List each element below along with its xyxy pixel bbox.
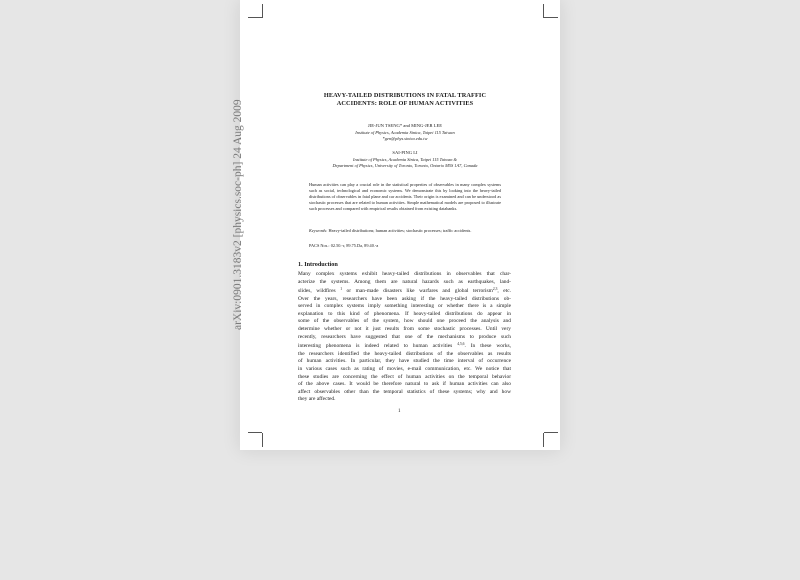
crop-mark	[248, 17, 262, 18]
text-line: in various cases such as rating of movies, e-mail communication, etc. We notice that	[298, 365, 511, 372]
text-line: of the above cases. It would be therefore natural to ask if human activities can also	[298, 381, 511, 388]
arxiv-stamp-wrapper	[232, 99, 256, 580]
text-line: Over the years, researchers have been asking if the heavy-tailed distributions ob-	[298, 295, 511, 302]
text-line: determine whether or not it just results from some stochastic processes. Until very	[298, 326, 511, 333]
citation: 2,3	[492, 287, 498, 292]
text-segment: interesting phenomena is indeed related to human activities	[298, 343, 453, 350]
author-line: JIE-JUN TSENG* and MING-JER LEE	[367, 123, 443, 128]
text-segment: or man-made disasters like warfares and global terrorism	[342, 288, 493, 295]
text-line: acterize the systems. Among them are natural hazards such as earthquakes, land-	[298, 278, 511, 285]
author-line: SAI-PING LI	[392, 150, 418, 155]
paper-title-line: HEAVY-TAILED DISTRIBUTIONS IN FATAL TRAFFIC	[323, 92, 487, 99]
arxiv-stamp: arXiv:0901.3183v2 [physics.soc-ph] 24 Aug 2009	[232, 99, 244, 330]
crop-mark	[544, 432, 558, 433]
keywords	[309, 228, 501, 234]
text-line: some of the observables of the system, how should one proceed the analysis and	[298, 318, 511, 325]
text-line: of human activities. In particular, they have studied the time interval of occurrence	[298, 358, 511, 365]
affiliation: Institute of Physics, Academia Sinica, Taipei 115 Taiwan	[355, 130, 455, 135]
intro-paragraph	[298, 271, 511, 404]
keywords-text: Heavy-tailed distributions; human activities; stochastic processes; traffic accidents.	[328, 228, 472, 233]
abstract: Human activities can play a crucial role in the statistical properties of observables in many complex systems such as social, technological and economic systems. We demonstrate this by looking into the heavy-tailed distributions of observables in fatal plane and car accidents. Their origin is examined and can be understood as stochastic processes that are related to human activities. Simple mathematical models are proposed to illustrate such processes and compared with empirical results obtained from existing databanks.	[309, 182, 501, 211]
text-line	[298, 286, 511, 296]
author-email: *gen@phys.sinica.edu.tw	[382, 136, 428, 141]
crop-mark	[262, 433, 263, 447]
paper-title	[300, 92, 510, 109]
text-line: the researchers identified the heavy-tailed distributions of the observables as results	[298, 350, 511, 357]
text-segment: , etc.	[497, 288, 512, 295]
text-line	[298, 341, 511, 351]
crop-mark	[543, 433, 544, 447]
section-heading: 1. Introduction	[298, 261, 338, 268]
affiliation: Department of Physics, University of Toronto, Toronto, Ontario M5S 1A7, Canada	[332, 163, 478, 168]
text-line: affect observables other than the temporal statistics of these systems; why and how	[298, 388, 511, 395]
text-line: served in complex systems imply something interesting or whether there is a simple	[298, 303, 511, 310]
keywords-label: Keywords:	[309, 228, 328, 233]
text-line: these studies are concerning the effect of human activities on the temporal behavior	[298, 373, 511, 380]
pacs-numbers: PACS Nos.: 02.50.-r, 89.75.Da, 89.40.-a	[309, 243, 379, 248]
text-line: explanation to this kind of phenomena. If heavy-tailed distributions do appear in	[298, 310, 511, 317]
crop-mark	[262, 4, 263, 18]
text-segment: . In these works,	[464, 343, 512, 350]
citation: 4,5,6	[457, 342, 465, 347]
crop-mark	[543, 4, 544, 18]
paper-title-line: ACCIDENTS: ROLE OF HUMAN ACTIVITIES	[336, 100, 474, 108]
text-line: Many complex systems exhibit heavy-tailed distributions in observables that char-	[298, 271, 511, 277]
affiliation: Institute of Physics, Academia Sinica, Taipei 115 Taiwan &	[353, 157, 457, 162]
text-segment: slides, wildfires	[298, 288, 336, 295]
text-line: they are affected.	[298, 396, 336, 403]
crop-mark	[544, 17, 558, 18]
citation: 1	[340, 287, 342, 292]
page-number: 1	[398, 409, 401, 414]
text-line: recently, researchers have suggested that one of the mechanisms to produce such	[298, 333, 511, 340]
